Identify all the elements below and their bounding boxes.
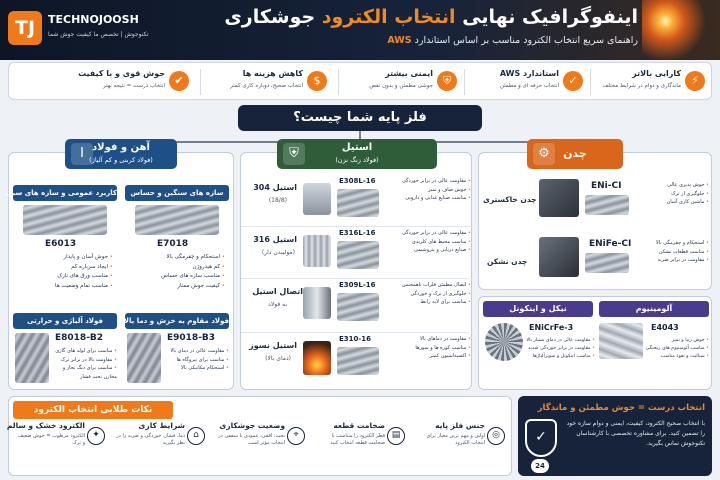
bullet: • اتصال مطمئن فلزات ناهمجنس xyxy=(385,281,471,290)
tip-item xyxy=(411,421,507,473)
bullet: • جوش پذیری عالی xyxy=(633,181,709,190)
ruler-icon: ▤ xyxy=(387,427,405,445)
title-part: اینفوگرافیک نهایی xyxy=(455,6,638,28)
bullet: • مناسب صنایع غذایی و دارویی xyxy=(385,194,471,203)
feature-title: استاندارد AWS xyxy=(499,69,559,78)
bullet: • مناسب سازه های حساس xyxy=(131,272,225,282)
electrode-image xyxy=(585,253,629,273)
electrode-image xyxy=(337,241,379,269)
tip-title: جنس فلز پایه xyxy=(435,421,485,430)
helmet-icon: ⛨ xyxy=(437,71,457,91)
bullet-list xyxy=(385,335,471,361)
furnace-image xyxy=(303,341,331,375)
subtitle-part: راهنمای سریع انتخاب الکترود مناسب بر اساس استاندارد xyxy=(411,35,638,46)
bullet: • مقاومت در برابر ضربه xyxy=(633,256,709,265)
nickel-header[interactable]: نیکل و اینکونل xyxy=(483,301,593,317)
bullet-list xyxy=(385,229,471,255)
bullet: • سیالیت و نفوذ مناسب xyxy=(645,353,709,361)
feature-title: جوش قوی و با کیفیت xyxy=(78,69,165,78)
page-subtitle xyxy=(387,35,638,46)
electrode-code: E8018-B2 xyxy=(55,333,104,343)
aluminum-profile-image xyxy=(599,323,643,359)
feature-desc: جوشی مطمئن و بدون نقص xyxy=(369,83,433,89)
bullet: • کم هیدروژن xyxy=(131,263,225,273)
electrode-code: E316L-16 xyxy=(339,229,376,237)
engine-block-image xyxy=(539,179,579,217)
bullet: • مقاومت در دماهای بالا xyxy=(385,335,471,344)
title-highlight: انتخاب الکترود xyxy=(321,6,456,28)
question-banner: فلز پایه شما چیست؟ xyxy=(238,105,482,131)
bullet: • مناسب برای لوله های گازی xyxy=(51,347,117,356)
tip-desc: قطر الکترود را متناسب با ضخامت قطعه انتخاب کنید xyxy=(330,433,385,446)
bullet: • مناسب برای نیروگاه ها xyxy=(163,356,229,365)
bullet: • جلوگیری از ترک xyxy=(633,190,709,199)
feature-item xyxy=(595,66,707,98)
category-general: کاربرد عمومی و سازه های سبک xyxy=(13,185,117,201)
bullet: • مقاومت عالی در دمای بسیار بالا xyxy=(525,337,595,345)
lightning-icon: ⚡ xyxy=(685,71,705,91)
divider xyxy=(338,69,339,95)
steel-title: آهن و فولاد xyxy=(92,142,150,153)
bullet: • مقاومت در برابر خوردگی شدید xyxy=(525,345,595,353)
tip-title: شرایط کاری xyxy=(138,421,185,430)
bullet-list xyxy=(633,181,709,207)
stainless-row xyxy=(241,333,473,389)
feature-item xyxy=(473,66,585,98)
stainless-header[interactable] xyxy=(277,139,437,169)
header xyxy=(0,0,720,60)
bullet: • جوش آسان و پایدار xyxy=(19,253,113,263)
bullet: • مناسب محیط های کلریدی xyxy=(385,238,471,247)
cta-section xyxy=(518,396,712,476)
electrode-image xyxy=(23,205,107,235)
bullet-list xyxy=(131,253,225,291)
divider xyxy=(200,69,201,95)
grade-sub: (دمای بالا) xyxy=(265,355,291,362)
electrode-image xyxy=(585,195,629,215)
tip-item xyxy=(111,421,207,473)
feature-desc: انتخاب درست = نتیجه بهتر xyxy=(103,83,165,89)
bullet-list xyxy=(385,177,471,203)
stainless-row xyxy=(241,175,473,227)
category-alloy: فولاد آلیاژی و حرارتی xyxy=(13,313,117,329)
title-part: جوشکاری xyxy=(224,6,322,28)
brand-name: TECHNOJOOSH xyxy=(48,13,139,26)
tips-section xyxy=(8,396,512,476)
thermometer-icon: ⌂ xyxy=(187,427,205,445)
divider xyxy=(464,69,465,95)
bullet-list xyxy=(51,347,117,381)
grade-sub: (18/8) xyxy=(268,197,287,204)
bullet-list xyxy=(633,239,709,265)
feature-desc: انتخاب صحیح، دوباره کاری کمتر xyxy=(230,83,303,89)
cta-body: با انتخاب صحیح الکترود، کیفیت، ایمنی و دوام سازه خود را تضمین کنید. برای مشاوره تخصصی با کارشناسان تکنوجوش تماس بگیرید. xyxy=(566,420,705,447)
bullet: • مناسب قطعات نشکن xyxy=(633,248,709,257)
feature-desc: انتخاب حرفه ای و مطمئن xyxy=(499,83,559,89)
nickel-aluminum-section xyxy=(478,296,712,390)
stainless-subtitle: (فولاد زنگ نزن) xyxy=(335,156,379,164)
shield-check-icon: ✓ xyxy=(525,419,557,457)
features-bar xyxy=(8,62,712,100)
bullet: • مناسب آلومینیوم های ریختگی xyxy=(645,345,709,353)
category-creep: فولاد مقاوم به خزش و دما بالا xyxy=(125,313,229,329)
bullet: • جوش زیبا و تمیز xyxy=(645,337,709,345)
electrode-code: ENiFe-CI xyxy=(589,239,632,249)
electrode-code: E7018 xyxy=(157,239,189,249)
electrode-code: E9018-B3 xyxy=(167,333,216,343)
shield-icon: ⛨ xyxy=(283,143,305,165)
steel-section xyxy=(5,142,234,390)
bullet: • اکسیداسیون کمتر xyxy=(385,352,471,361)
bullet-list xyxy=(645,337,709,361)
bullet: • استحکام مکانیکی بالا xyxy=(163,364,229,373)
grade-label: چدن خاکستری xyxy=(483,195,537,204)
pipes-image xyxy=(303,235,331,267)
brand-tagline: تکنوجوش | تخصص ما کیفیت جوش شما xyxy=(48,31,149,38)
stainless-row xyxy=(241,227,473,279)
bullet: • جلوگیری از ترک و خوردگی xyxy=(385,290,471,299)
tip-item xyxy=(211,421,307,473)
grade-label: چدن نشکن xyxy=(487,257,528,266)
grade-label: استیل نسوز xyxy=(249,341,297,350)
cast-iron-header[interactable] xyxy=(527,139,623,169)
bullet: • مناسب کوره ها و سوزها xyxy=(385,344,471,353)
feature-title: کاهش هزینه ها xyxy=(242,69,303,78)
turbine-image xyxy=(485,323,523,361)
certificate-icon: ✓ xyxy=(563,71,583,91)
stainless-section xyxy=(240,142,472,390)
bullet-list xyxy=(525,337,595,361)
bullet: • مناسب تمام وضعیت ها xyxy=(19,282,113,292)
i-beam-icon: I xyxy=(71,143,93,165)
grade-sub: (مولیبدن دار) xyxy=(261,249,295,256)
tip-title: الکترود خشک و سالم xyxy=(6,421,85,430)
grade-label: استیل 316 xyxy=(253,235,297,244)
tip-desc: دما، فشار، خوردگی و ضربه را در نظر بگیرید xyxy=(116,433,185,446)
coin-icon: $ xyxy=(307,71,327,91)
cast-iron-section xyxy=(478,146,712,290)
stainless-row xyxy=(241,279,473,333)
electrode-image xyxy=(15,333,49,383)
stainless-title: استیل xyxy=(341,142,373,153)
tip-title: وضعیت جوشکاری xyxy=(219,421,285,430)
tip-title: ضخامت قطعه xyxy=(333,421,385,430)
cta-title: انتخاب درست = جوش مطمئن و ماندگار xyxy=(537,403,705,413)
joint-image xyxy=(303,287,331,319)
bullet: • جوش صاف و تمیز xyxy=(385,186,471,195)
bullet: • مناسب برای دیگ بخار و مخازن تحت فشار xyxy=(51,364,117,381)
electrode-image xyxy=(337,347,379,375)
support-24-icon[interactable]: 24 xyxy=(531,459,549,473)
electrode-code: E308L-16 xyxy=(339,177,376,185)
bullet: • کیفیت جوش ممتاز xyxy=(131,282,225,292)
cast-iron-title: چدن xyxy=(563,147,587,160)
feature-item xyxy=(217,66,329,98)
bullet: • مناسب برای لایه رابط xyxy=(385,298,471,307)
feature-title: کارایی بالاتر xyxy=(632,69,681,78)
welding-spark-image xyxy=(642,0,720,60)
category-heavy: سازه های سنگین و حساس xyxy=(125,185,229,201)
bullet-list xyxy=(19,253,113,291)
engine-block-icon: ⚙ xyxy=(533,143,555,165)
bullet: • مقاومت عالی در دمای بالا xyxy=(163,347,229,356)
tip-desc: اولین و مهم ترین معیار برای انتخاب الکترود xyxy=(426,433,485,446)
electrode-code: ENiCrFe-3 xyxy=(529,323,574,332)
bullet-list xyxy=(385,281,471,307)
bullet: • ماشین کاری آسان xyxy=(633,198,709,207)
page-title xyxy=(224,6,638,28)
brand-logo-icon: TJ xyxy=(8,11,42,45)
electrode-image xyxy=(337,189,379,217)
steel-subtitle: (فولاد کربنی و کم آلیاژ) xyxy=(89,156,153,164)
feature-title: ایمنی بیشتر xyxy=(385,69,433,78)
pump-casing-image xyxy=(539,237,579,277)
bullet: • مناسب اینکونل و سوپرآلیاژها xyxy=(525,353,595,361)
bullet: • استحکام و چقرمگی بالا xyxy=(633,239,709,248)
electrode-image xyxy=(135,205,219,235)
welding-torch-icon: ⌖ xyxy=(287,427,305,445)
electrode-code: E310-16 xyxy=(339,335,372,343)
tip-desc: تخت، افقی، عمودی یا سقفی در انتخاب مؤثر است xyxy=(218,433,285,446)
electrode-code: E4043 xyxy=(651,323,679,332)
brand[interactable] xyxy=(8,9,158,51)
feature-desc: ماندگاری و دوام در شرایط مختلف xyxy=(602,83,681,89)
electrode-code: E309L-16 xyxy=(339,281,376,289)
divider xyxy=(590,69,591,95)
electrode-code: ENi-CI xyxy=(591,181,622,191)
grade-label: اتصال استیل xyxy=(252,287,303,296)
bullet: • ایجاد سرباره کم xyxy=(19,263,113,273)
bullet: • مقاومت عالی در برابر خوردگی xyxy=(385,229,471,238)
bullet: • مقاومت بالا در برابر ترک xyxy=(51,356,117,365)
grade-label: استیل 304 xyxy=(253,183,297,192)
bullet: • استحکام و چقرمگی بالا xyxy=(131,253,225,263)
pipe-fitting-image xyxy=(303,183,331,215)
tips-title: نکات طلایی انتخاب الکترود xyxy=(13,401,173,419)
feature-item xyxy=(347,66,459,98)
electrode-icon: ✦ xyxy=(87,427,105,445)
electrode-code: E6013 xyxy=(45,239,77,249)
tip-desc: الکترود مرطوب = جوش ضعیف و ترک xyxy=(18,433,85,446)
grade-sub: به فولاد xyxy=(268,301,287,308)
shield-check-icon: ✔ xyxy=(169,71,189,91)
electrode-image xyxy=(337,293,379,321)
tip-item xyxy=(311,421,407,473)
bullet: • صنایع دریایی و پتروشیمی xyxy=(385,246,471,255)
bullet: • مناسب ورق های نازک xyxy=(19,272,113,282)
target-icon: ◎ xyxy=(487,427,505,445)
electrode-image xyxy=(127,333,161,383)
bullet: • مقاومت عالی در برابر خوردگی xyxy=(385,177,471,186)
bullet-list xyxy=(163,347,229,373)
aluminum-header[interactable]: آلومینیوم xyxy=(599,301,709,317)
steel-header[interactable] xyxy=(65,139,177,169)
feature-item xyxy=(15,66,191,98)
tip-item xyxy=(6,421,107,473)
subtitle-highlight: AWS xyxy=(387,35,412,46)
